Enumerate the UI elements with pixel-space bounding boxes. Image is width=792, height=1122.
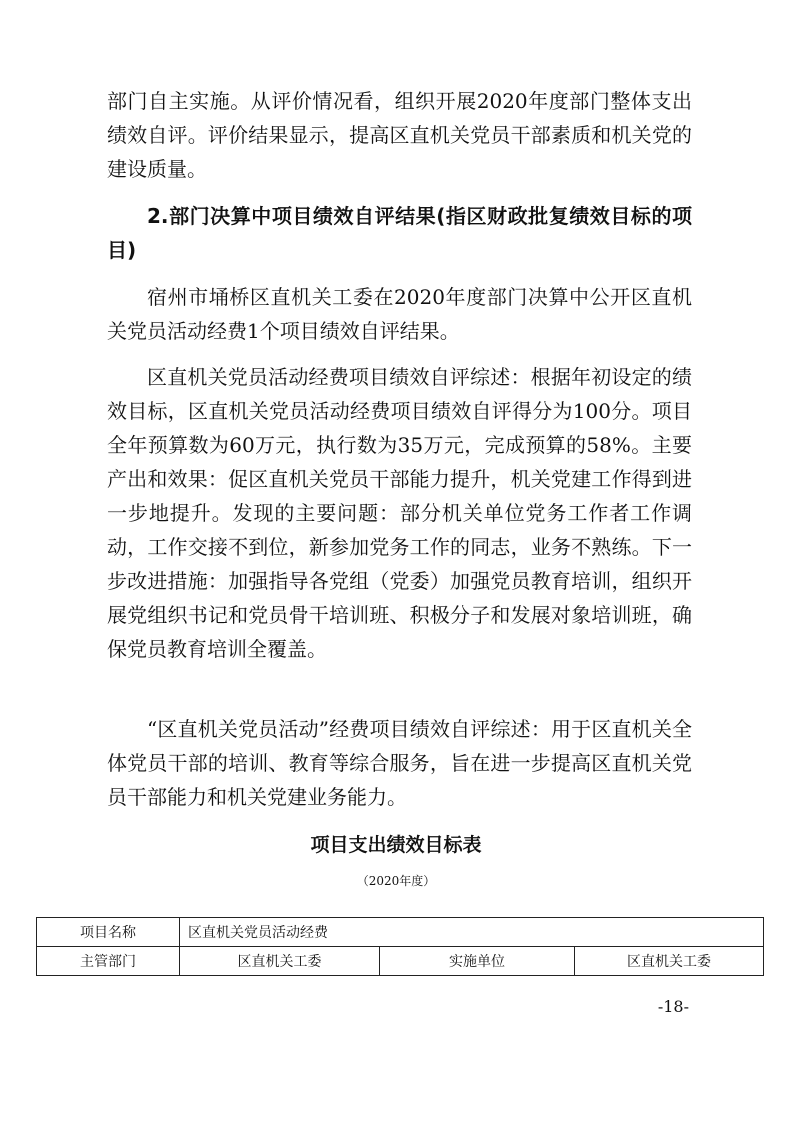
- implementer-label: 实施单位: [380, 947, 575, 976]
- table-row: [37, 947, 764, 976]
- implementer-value: 区直机关工委: [575, 947, 764, 976]
- paragraph-intro: 宿州市埇桥区直机关工委在2020年度部门决算中公开区直机关党员活动经费1个项目绩效自评结果。: [107, 285, 692, 343]
- paragraph-overview: “区直机关党员活动”经费项目绩效自评综述：用于区直机关全体党员干部的培训、教育等综合服务，旨在进一步提高区直机关党员干部能力和机关党建业务能力。: [107, 717, 692, 809]
- project-name-value: 区直机关党员活动经费: [180, 918, 764, 947]
- section-heading: 2.部门决算中项目绩效自评结果(指区财政批复绩效目标的项目): [107, 204, 692, 262]
- paragraph-continuation: 部门自主实施。从评价情况看，组织开展2020年度部门整体支出绩效自评。评价结果显示，提高区直机关党员干部素质和机关党的建设质量。: [107, 89, 692, 181]
- table-row: [37, 918, 764, 947]
- performance-target-table: [36, 917, 764, 976]
- project-name-label: 项目名称: [37, 918, 180, 947]
- table-subtitle: （2020年度）: [356, 874, 436, 888]
- department-label: 主管部门: [37, 947, 180, 976]
- paragraph-summary: 区直机关党员活动经费项目绩效自评综述：根据年初设定的绩效目标，区直机关党员活动经费项目绩效自评得分为100分。项目全年预算数为60万元，执行数为35万元，完成预算的58%。主要产出和效果：促区直机关党员干部能力提升，机关党建工作得到进一步地提升。发现的主要问题：部分机关单位党务工作者工作调动，工作交接不到位，新参加党务工作的同志，业务不熟练。下一步改进措施：加强指导各党组（党委）加强党员教育培训，组织开展党组织书记和党员骨干培训班、积极分子和发展对象培训班，确保党员教育培训全覆盖。: [107, 365, 692, 661]
- page-number: -18-: [657, 997, 689, 1016]
- table-title: 项目支出绩效目标表: [310, 834, 482, 856]
- department-value: 区直机关工委: [180, 947, 380, 976]
